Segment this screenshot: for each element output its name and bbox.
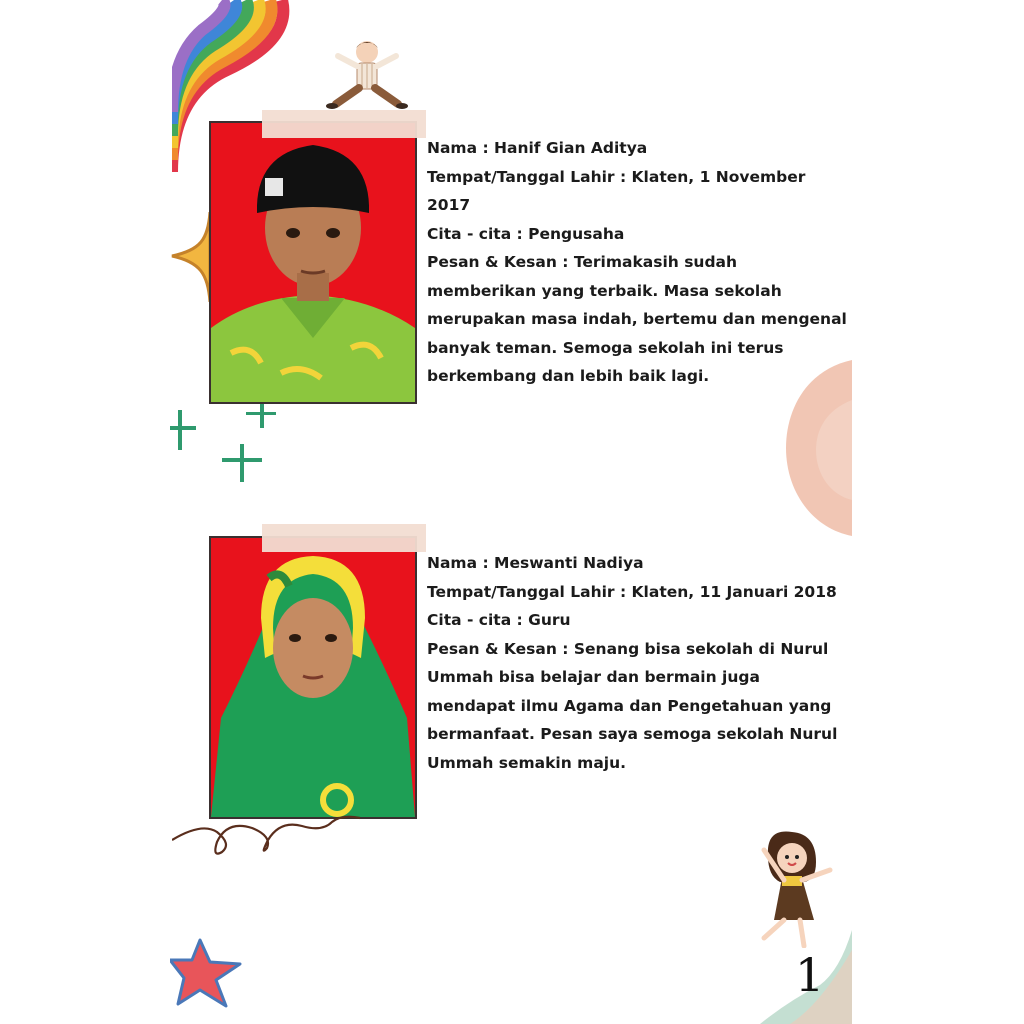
student-birth: Tempat/Tanggal Lahir : Klaten, 11 Januari 2018 — [427, 582, 837, 601]
page-number: 1 — [795, 948, 825, 1002]
boy-character-illustration — [326, 36, 408, 116]
student-message: Pesan & Kesan : Terimakasih sudah memberikan yang terbaik. Masa sekolah merupakan masa indah, bertemu dan mengenal banyak teman. Semoga sekolah ini terus berkembang dan lebih baik lagi. — [427, 253, 847, 385]
photo-tape-1 — [262, 110, 426, 138]
student-name: Nama : Meswanti Nadiya — [427, 554, 644, 572]
student-name: Nama : Hanif Gian Aditya — [427, 139, 648, 157]
red-star-icon — [170, 936, 244, 1010]
photo-tape-2 — [262, 524, 426, 552]
student-info-2 — [427, 549, 847, 777]
boy-portrait-icon — [211, 123, 415, 402]
student-photo-2 — [209, 536, 417, 819]
student-photo-1 — [209, 121, 417, 404]
green-sparkle-icon — [166, 404, 276, 488]
student-message: Pesan & Kesan : Senang bisa sekolah di Nurul Ummah bisa belajar dan bermain juga mendapat ilmu Agama dan Pengetahuan yang bermanfaat. Pesan saya semoga sekolah Nurul Ummah semakin maju. — [427, 639, 838, 772]
squiggle-line-decoration — [172, 812, 362, 862]
student-birth: Tempat/Tanggal Lahir : Klaten, 1 November 2017 — [427, 167, 806, 214]
student-info-1 — [427, 134, 847, 391]
student-goal: Cita - cita : Guru — [427, 611, 571, 629]
student-goal: Cita - cita : Pengusaha — [427, 224, 625, 243]
girl-portrait-icon — [211, 538, 415, 817]
